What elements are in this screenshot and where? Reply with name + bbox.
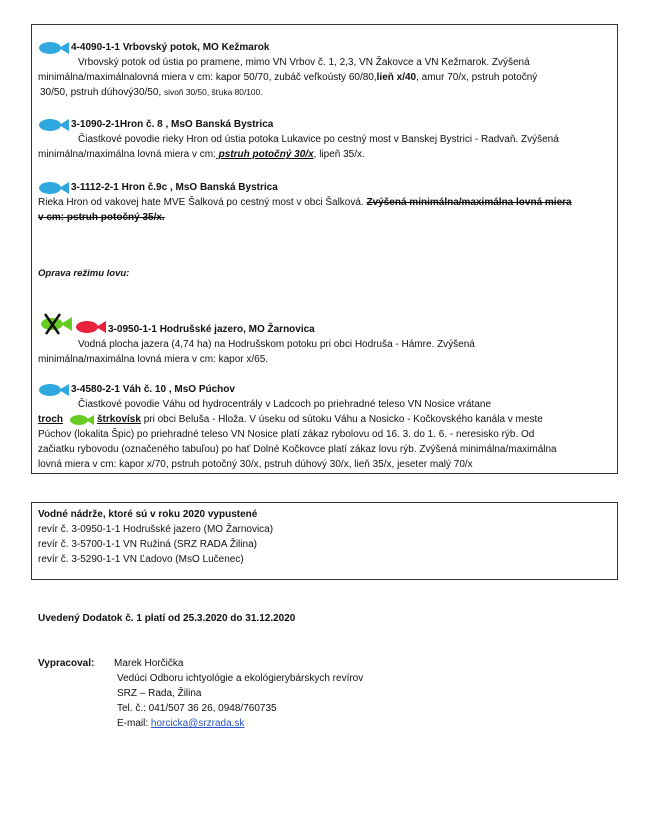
entry-text: troch štrkovísk pri obci Beluša - Hloža. V úseku od sútoku Váhu a Nosicko - Kočkovského kanála v meste bbox=[38, 414, 543, 425]
reservoir-item: revír č. 3-5290-1-1 VN Ľadovo (MsO Lučenec) bbox=[38, 554, 244, 565]
entry-text: 30/50, pstruh dúhový30/50, sivoň 30/50, šťuka 80/100. bbox=[40, 87, 263, 98]
entry-text: Púchov (lokalita Špic) po priehradné teleso VN Nosice platí zákaz rybolovu od 16. 3. do 1. 6. - neresisko rýb. Od bbox=[38, 429, 535, 440]
author-name: Marek Horčička bbox=[114, 658, 184, 669]
prepared-label: Vypracoval: bbox=[38, 658, 95, 669]
blue-fish-icon bbox=[38, 181, 70, 195]
author-tel: Tel. č.: 041/507 36 26, 0948/760735 bbox=[117, 703, 277, 714]
entry-text: minimálna/maximálna lovná miera v cm: pstruh potočný 30/x, lipeň 35/x. bbox=[38, 149, 365, 160]
entry-text: Čiastkové povodie Váhu od hydrocentrály v Ladcoch po priehradné teleso VN Nosice vrátane bbox=[78, 399, 492, 410]
entry-hron-9c bbox=[38, 180, 606, 225]
reservoirs-box bbox=[31, 502, 618, 580]
validity-text: Uvedený Dodatok č. 1 platí od 25.3.2020 do 31.12.2020 bbox=[38, 613, 296, 624]
entry-heading: 3-1090-2-1Hron č. 8 , MsO Banská Bystrica bbox=[38, 117, 606, 132]
entry-heading: 3-1112-2-1 Hron č.9c , MsO Banská Bystrica bbox=[38, 180, 606, 195]
entry-heading: 4-4090-1-1 Vrbovský potok, MO Kežmarok bbox=[38, 40, 606, 55]
entry-text: Čiastkové povodie rieky Hron od ústia potoka Lukavice po cestný most v Banskej Bystrici - Radvaň. Zvýšená bbox=[78, 134, 559, 145]
entry-text: minimálna/maximálna lovná miera v cm: kapor x/65. bbox=[38, 354, 269, 365]
blue-fish-icon bbox=[38, 41, 70, 55]
entry-text: Vodná plocha jazera (4,74 ha) na Hodrušskom potoku pri obci Hodruša - Hámre. Zvýšená bbox=[78, 339, 475, 350]
email-link[interactable]: horcicka@srzrada.sk bbox=[150, 718, 245, 729]
reservoirs-title: Vodné nádrže, ktoré sú v roku 2020 vypustené bbox=[38, 509, 258, 520]
reservoir-item: revír č. 3-5700-1-1 VN Ružiná (SRZ RADA Žilina) bbox=[38, 539, 257, 550]
author-email-line: E-mail: horcicka@srzrada.sk bbox=[117, 718, 245, 729]
entry-text: v cm: pstruh potočný 35/x. bbox=[38, 212, 165, 223]
entry-hodrusske-jazero bbox=[38, 310, 606, 367]
crossed-green-fish-icon bbox=[38, 312, 74, 336]
entry-hron-8 bbox=[38, 117, 606, 162]
red-fish-icon bbox=[75, 320, 107, 334]
entry-text: začiatku rybovodu (označeného tabuľou) po hať Dolné Kočkovce platí zákaz lovu rýb. Zvýšená minimálna/maximálna bbox=[38, 444, 557, 455]
blue-fish-icon bbox=[38, 383, 70, 397]
entry-text: minimálna/maximálnalovná miera v cm: kapor 50/70, zubáč veľkoústy 60/80,lieň x/40, amur 70/x, pstruh potočný bbox=[38, 72, 538, 83]
reservoir-item: revír č. 3-0950-1-1 Hodrušské jazero (MO Žarnovica) bbox=[38, 524, 274, 535]
entry-heading: 3-4580-2-1 Váh č. 10 , MsO Púchov bbox=[38, 382, 606, 397]
author-org: SRZ – Rada, Žilina bbox=[117, 688, 202, 699]
green-fish-icon bbox=[69, 414, 95, 426]
entry-text: Rieka Hron od vakovej hate MVE Šalková po cestný most v obci Šalková. Zvýšená minimálna/maximálna lovná miera bbox=[38, 197, 572, 208]
author-role: Vedúci Odboru ichtyológie a ekológierybárskych revírov bbox=[117, 673, 364, 684]
entry-vah-10 bbox=[38, 382, 606, 472]
blue-fish-icon bbox=[38, 118, 70, 132]
entry-vrbovsky-potok bbox=[38, 40, 606, 100]
entry-text: lovná miera v cm: kapor x/70, pstruh potočný 30/x, pstruh dúhový 30/x, lieň 35/x, jeseter malý 70/x bbox=[38, 459, 473, 470]
entry-heading: 3-0950-1-1 Hodrušské jazero, MO Žarnovica bbox=[38, 310, 606, 337]
entry-text: Vrbovský potok od ústia po pramene, mimo VN Vrbov č. 1, 2,3, VN Žakovce a VN Kežmarok. Zvýšená bbox=[78, 57, 530, 68]
correction-label: Oprava režimu lovu: bbox=[38, 268, 130, 279]
